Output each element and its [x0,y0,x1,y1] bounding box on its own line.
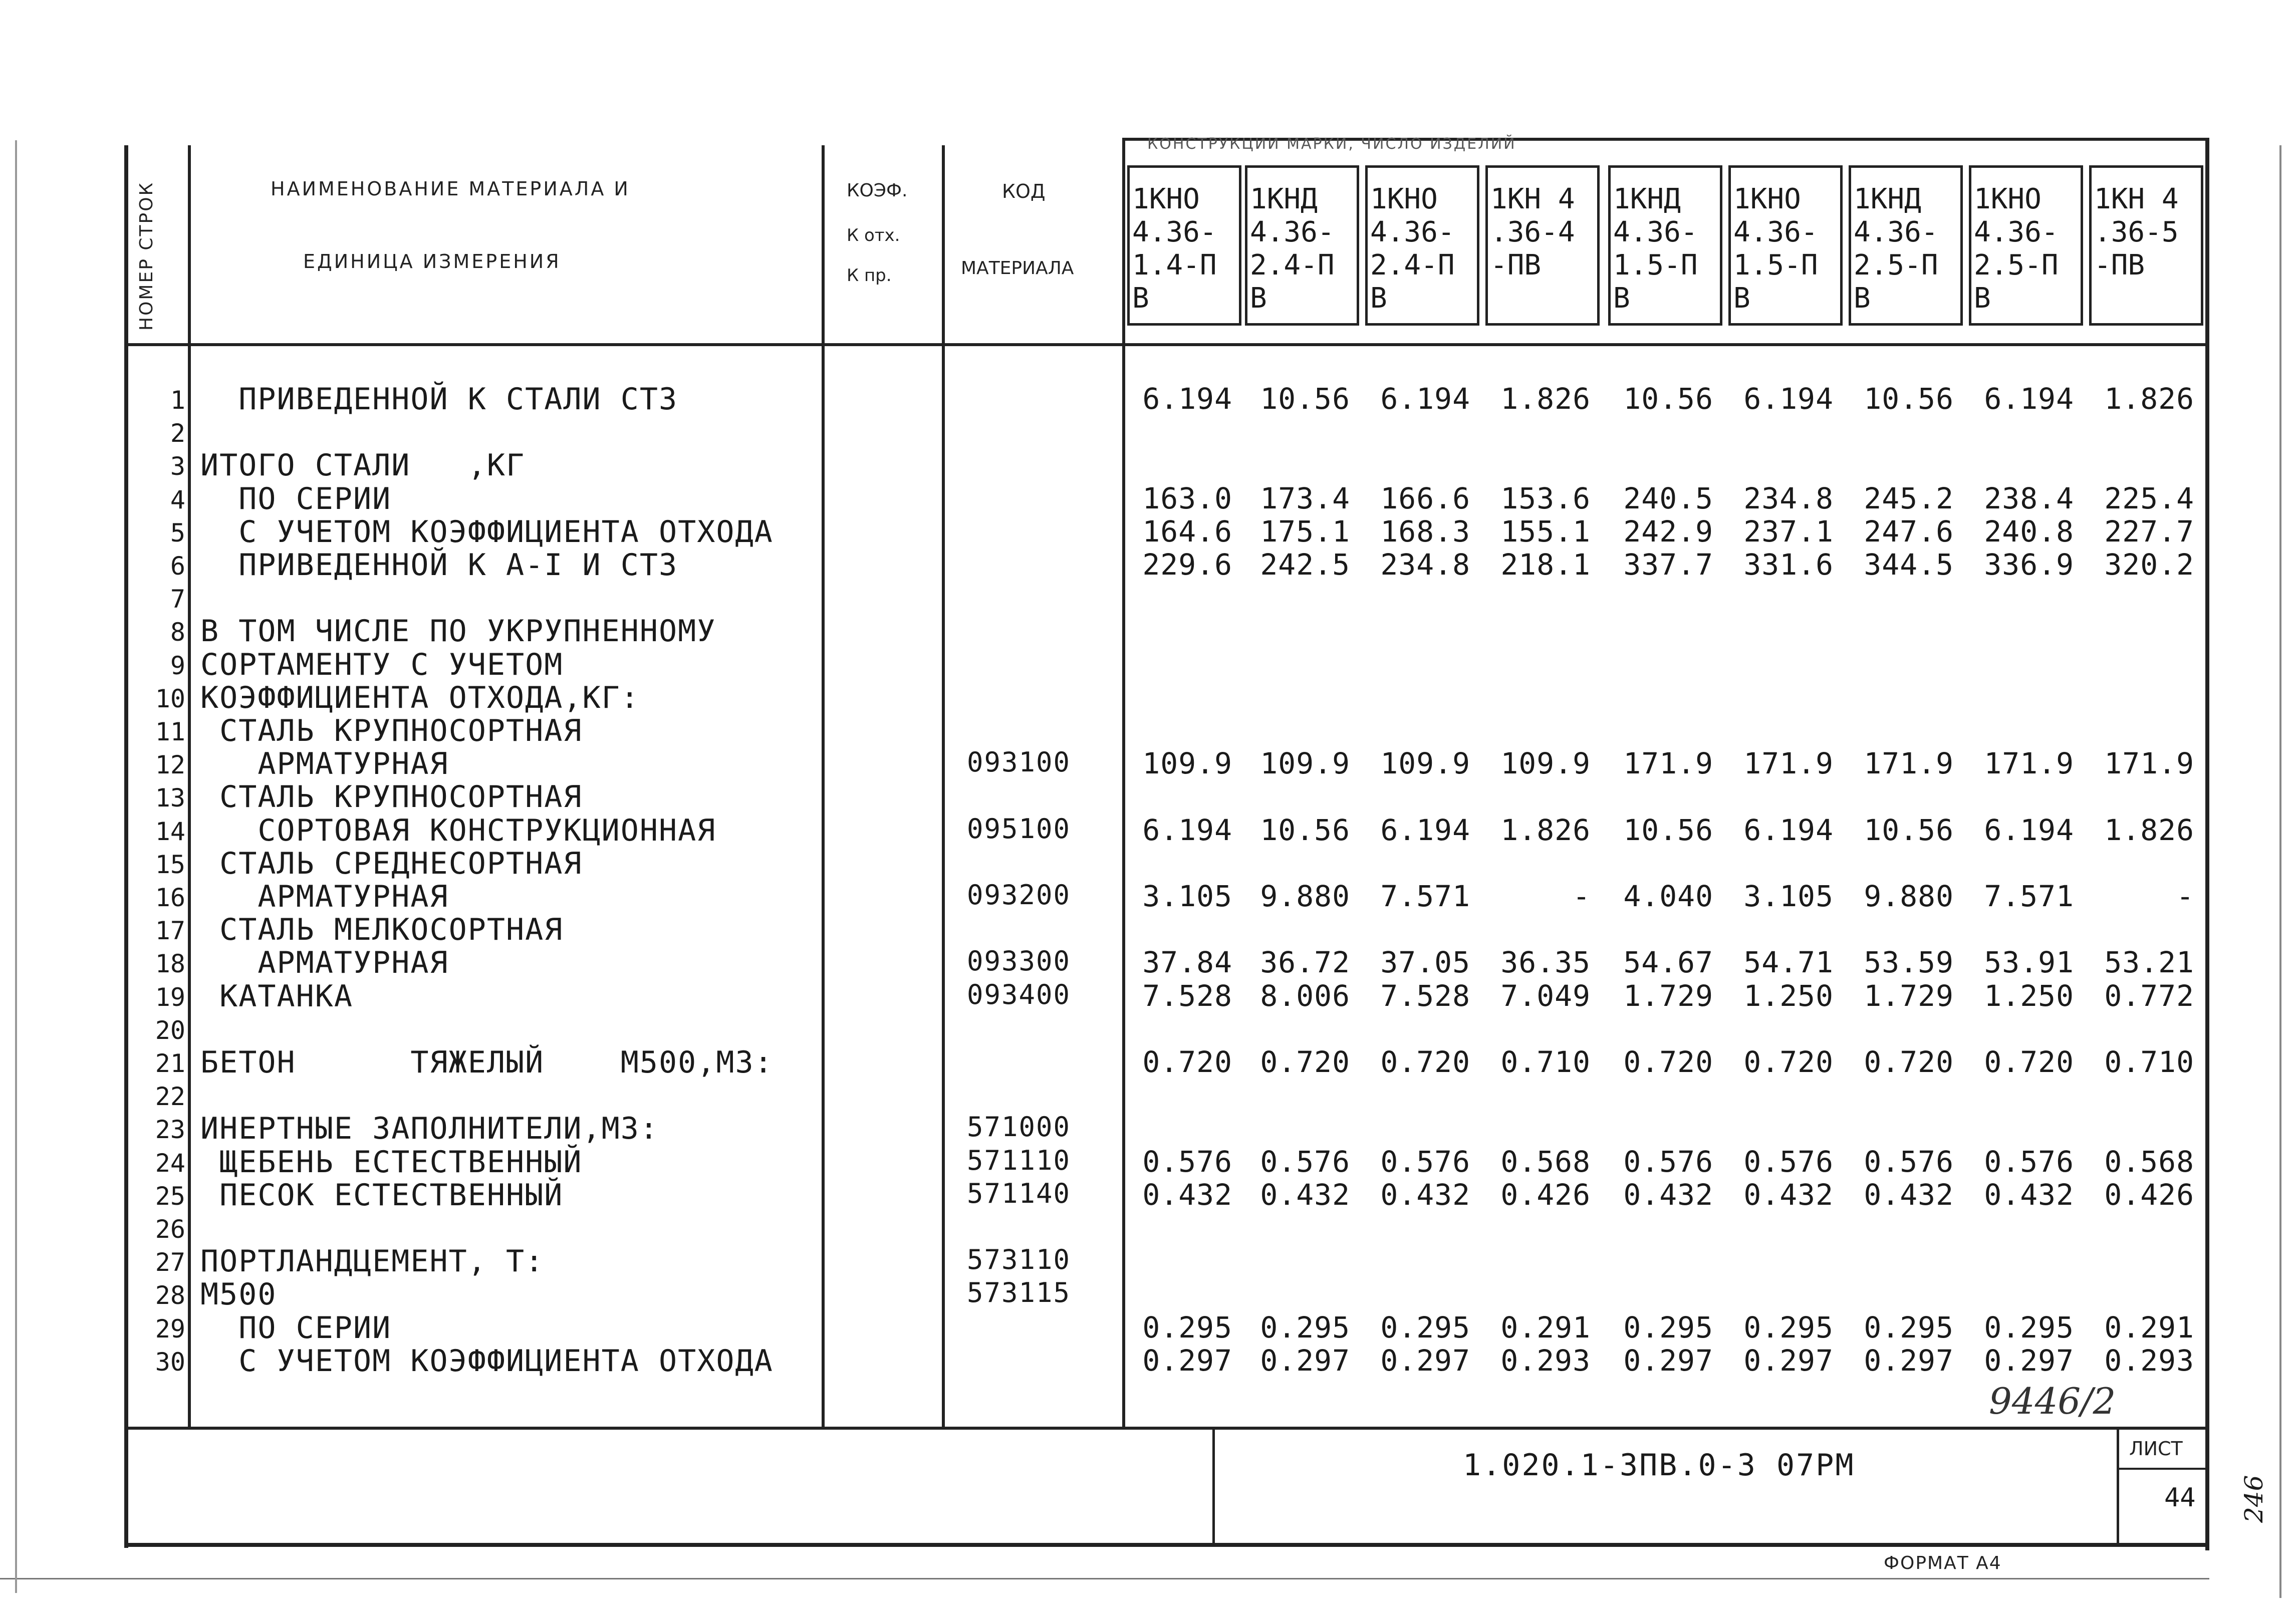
material-name: СТАЛЬ КРУПНОСОРТНАЯ [200,713,583,748]
material-name: СОРТОВАЯ КОНСТРУКЦИОННАЯ [200,813,716,848]
value-cell: 0.295 [1380,1310,1470,1345]
value-cell: 175.1 [1260,514,1350,549]
col-sep-coef [942,145,945,1428]
material-code: 093400 [967,978,1071,1010]
value-cell: 6.194 [1380,813,1470,847]
value-cell: 0.297 [1623,1343,1713,1378]
material-name: КАТАНКА [200,978,353,1014]
value-cell: 0.576 [1142,1144,1232,1179]
value-cell: 234.8 [1380,548,1470,582]
value-cell: 0.576 [1743,1144,1834,1179]
sheet-label: ЛИСТ [2129,1438,2183,1460]
code-label-1: КОД [1002,180,1046,202]
value-cell: 320.2 [2104,548,2194,582]
value-cell: 171.9 [1623,746,1713,781]
material-name: ПРИВЕДЕННОЙ К СТАЛИ СТ3 [200,382,678,417]
value-cell: 36.72 [1260,945,1350,980]
value-cell: 109.9 [1500,746,1591,781]
material-name: ЩЕБЕНЬ ЕСТЕСТВЕННЫЙ [200,1144,583,1180]
row-number: 26 [155,1215,185,1244]
material-name: БЕТОН ТЯЖЕЛЫЙ М500,М3: [200,1045,774,1080]
material-code: 093300 [967,945,1071,977]
sheet-divider [2117,1468,2207,1470]
material-name: КОЭФФИЦИЕНТА ОТХОДА,КГ: [200,680,640,715]
value-cell: 171.9 [1743,746,1834,781]
value-cell: 1.826 [1500,813,1591,847]
sheet-number: 44 [2164,1483,2196,1513]
value-cell: 245.2 [1864,481,1954,515]
value-cell: 0.295 [1623,1310,1713,1345]
row-number: 30 [155,1347,185,1377]
column-header-label: 1КН 4 .36-4 -ПВ [1490,183,1575,282]
value-cell: 54.71 [1743,945,1834,980]
value-cell: 1.826 [1500,382,1591,416]
value-cell: 163.0 [1142,481,1232,515]
row-number: 5 [170,518,185,548]
value-cell: 229.6 [1142,548,1232,582]
value-cell: 0.576 [1260,1144,1350,1179]
value-cell: 0.720 [1142,1045,1232,1079]
value-cell: 0.710 [2104,1045,2194,1079]
value-cell: 9.880 [1864,879,1954,913]
row-number: 7 [170,585,185,614]
material-name: СТАЛЬ МЕЛКОСОРТНАЯ [200,912,564,948]
name-label-1: НАИМЕНОВАНИЕ МАТЕРИАЛА И [271,178,630,200]
material-name: ПО СЕРИИ [200,1310,392,1346]
value-cell: 1.250 [1743,978,1834,1013]
value-cell: 0.291 [1500,1310,1591,1345]
material-name: ПО СЕРИИ [200,481,392,516]
value-cell: 0.432 [1743,1177,1834,1212]
column-header-label: 1КНО 4.36- 1.4-П В [1132,183,1217,315]
value-cell: 0.432 [1142,1177,1232,1212]
value-cell: 6.194 [1142,382,1232,416]
col-sep-code [1122,138,1125,1428]
material-code: 093200 [967,879,1071,911]
row-number: 28 [155,1281,185,1310]
value-cell: 0.297 [1743,1343,1834,1378]
value-cell: 0.293 [1500,1343,1591,1378]
value-cell: 6.194 [1743,813,1834,847]
coef-label-1: КОЭФ. [847,180,908,201]
coef-label-3: К пр. [847,265,892,286]
value-cell: 242.5 [1260,548,1350,582]
value-cell: 0.297 [1984,1343,2074,1378]
value-cell: 0.720 [1380,1045,1470,1079]
value-cell: 0.576 [1864,1144,1954,1179]
value-cell: 0.426 [1500,1177,1591,1212]
value-cell: - [1573,879,1591,913]
value-cell: 7.571 [1380,879,1470,913]
frame-left [124,145,128,1548]
value-cell: 4.040 [1623,879,1713,913]
value-cell: 1.729 [1623,978,1713,1013]
value-cell: 0.772 [2104,978,2194,1013]
frame-header-bottom [128,343,2207,346]
value-cell: 37.05 [1380,945,1470,980]
row-number-label: НОМЕР СТРОК [136,181,157,331]
material-name: АРМАТУРНАЯ [200,746,449,782]
column-header-label: 1КНО 4.36- 2.5-П В [1974,183,2059,315]
value-cell: 0.295 [1743,1310,1834,1345]
handwritten-number: 9446/2 [1989,1380,2116,1422]
value-cell: 227.7 [2104,514,2194,549]
material-name: АРМАТУРНАЯ [200,945,449,981]
value-cell: 237.1 [1743,514,1834,549]
row-number: 16 [155,883,185,912]
side-number: 246 [2239,1475,2268,1523]
value-cell: 168.3 [1380,514,1470,549]
value-cell: 10.56 [1864,813,1954,847]
value-cell: 225.4 [2104,481,2194,515]
value-cell: 7.528 [1142,978,1232,1013]
value-cell: 10.56 [1864,382,1954,416]
value-cell: 0.432 [1984,1177,2074,1212]
value-cell: 240.8 [1984,514,2074,549]
name-label-2: ЕДИНИЦА ИЗМЕРЕНИЯ [303,250,561,273]
material-name: М500 [200,1277,277,1312]
material-name: СТАЛЬ СРЕДНЕСОРТНАЯ [200,846,583,881]
value-cell: 109.9 [1380,746,1470,781]
row-number: 20 [155,1015,185,1045]
row-number: 19 [155,982,185,1012]
column-header-label: 1КНО 4.36- 2.4-П В [1370,183,1455,315]
value-cell: 109.9 [1260,746,1350,781]
value-cell: 54.67 [1623,945,1713,980]
row-number: 27 [155,1248,185,1277]
value-cell: 0.720 [1623,1045,1713,1079]
value-cell: 0.297 [1864,1343,1954,1378]
value-cell: 1.250 [1984,978,2074,1013]
row-number: 2 [170,419,185,448]
value-cell: 0.426 [2104,1177,2194,1212]
value-cell: 153.6 [1500,481,1591,515]
value-cell: 53.59 [1864,945,1954,980]
value-cell: 155.1 [1500,514,1591,549]
row-number: 17 [155,916,185,946]
row-number: 1 [170,386,185,415]
row-number: 10 [155,684,185,713]
material-name: ИНЕРТНЫЕ ЗАПОЛНИТЕЛИ,М3: [200,1111,659,1147]
material-code: 573110 [967,1244,1071,1276]
value-cell: 0.720 [1984,1045,2074,1079]
row-number: 9 [170,651,185,680]
value-cell: 0.432 [1864,1177,1954,1212]
row-number: 21 [155,1049,185,1078]
material-name: ПЕСОК ЕСТЕСТВЕННЫЙ [200,1177,564,1213]
material-name: АРМАТУРНАЯ [200,879,449,914]
value-cell: 0.576 [1623,1144,1713,1179]
row-number: 15 [155,850,185,879]
value-cell: 3.105 [1142,879,1232,913]
material-name: С УЧЕТОМ КОЭФФИЦИЕНТА ОТХОДА [200,514,774,550]
material-name: ПРИВЕДЕННОЙ К А-I И СТ3 [200,548,678,583]
material-name: С УЧЕТОМ КОЭФФИЦИЕНТА ОТХОДА [200,1343,774,1379]
value-cell: 344.5 [1864,548,1954,582]
material-code: 571110 [967,1144,1071,1176]
row-number: 11 [155,717,185,746]
value-cell: 0.432 [1380,1177,1470,1212]
value-cell: 0.568 [2104,1144,2194,1179]
material-code: 573115 [967,1277,1071,1309]
value-cell: 7.528 [1380,978,1470,1013]
value-cell: 0.297 [1260,1343,1350,1378]
material-name: ПОРТЛАНДЦЕМЕНТ, Т: [200,1244,545,1279]
value-cell: 6.194 [1984,813,2074,847]
value-cell: 1.729 [1864,978,1954,1013]
value-cell: 7.571 [1984,879,2074,913]
row-number: 18 [155,949,185,979]
value-cell: 8.006 [1260,978,1350,1013]
value-cell: 240.5 [1623,481,1713,515]
value-cell: 0.432 [1623,1177,1713,1212]
value-cell: 0.710 [1500,1045,1591,1079]
material-name: В ТОМ ЧИСЛЕ ПО УКРУПНЕННОМУ [200,614,716,649]
value-cell: 37.84 [1142,945,1232,980]
value-cell: 10.56 [1623,813,1713,847]
value-cell: 0.293 [2104,1343,2194,1378]
value-cell: 7.049 [1500,978,1591,1013]
material-code: 093100 [967,746,1071,778]
value-cell: 0.295 [1864,1310,1954,1345]
material-name: ИТОГО СТАЛИ ,КГ [200,448,526,483]
value-cell: 242.9 [1623,514,1713,549]
value-cell: 0.720 [1743,1045,1834,1079]
value-cell: 1.826 [2104,813,2194,847]
value-cell: 171.9 [1984,746,2074,781]
value-cell: 0.297 [1142,1343,1232,1378]
row-number: 13 [155,783,185,813]
value-cell: 10.56 [1260,382,1350,416]
row-number: 22 [155,1082,185,1112]
frame-right [2205,138,2209,1550]
value-cell: 173.4 [1260,481,1350,515]
value-cell: 0.295 [1984,1310,2074,1345]
value-cell: 331.6 [1743,548,1834,582]
value-cell: 53.91 [1984,945,2074,980]
column-header-label: 1КН 4 .36-5 -ПВ [2094,183,2179,282]
value-cell: 3.105 [1743,879,1834,913]
value-cell: 336.9 [1984,548,2074,582]
row-number: 3 [170,452,185,481]
value-cell: 171.9 [2104,746,2194,781]
value-cell: 218.1 [1500,548,1591,582]
material-code: 571140 [967,1177,1071,1209]
coef-label-2: К отх. [847,225,900,245]
value-cell: 9.880 [1260,879,1350,913]
value-cell: 238.4 [1984,481,2074,515]
value-cell: 0.291 [2104,1310,2194,1345]
material-code: 571000 [967,1111,1071,1143]
material-name: СОРТАМЕНТУ С УЧЕТОМ [200,647,564,682]
value-cell: 0.576 [1984,1144,2074,1179]
title-block-left [1212,1428,1215,1545]
row-number: 4 [170,485,185,514]
material-code: 095100 [967,813,1071,845]
column-header-label: 1КНД 4.36- 2.4-П В [1250,183,1335,315]
row-number: 24 [155,1148,185,1178]
value-cell: 36.35 [1500,945,1591,980]
value-cell: 0.295 [1260,1310,1350,1345]
value-cell: 0.295 [1142,1310,1232,1345]
value-cell: 0.720 [1260,1045,1350,1079]
outer-bottom [0,1578,2209,1579]
row-number: 14 [155,817,185,846]
value-cell: 0.720 [1864,1045,1954,1079]
value-cell: 6.194 [1380,382,1470,416]
value-cell: 6.194 [1743,382,1834,416]
code-label-2: МАТЕРИАЛА [961,258,1074,279]
value-cell: 0.568 [1500,1144,1591,1179]
top-caption: КОНСТРУКЦИИ МАРКИ, ЧИСЛО ИЗДЕЛИЙ [1147,135,1516,153]
value-cell: 164.6 [1142,514,1232,549]
value-cell: 1.826 [2104,382,2194,416]
value-cell: 337.7 [1623,548,1713,582]
frame-bottom [124,1543,2209,1547]
outer-left [15,140,17,1593]
column-header-label: 1КНД 4.36- 2.5-П В [1854,183,1938,315]
value-cell: 0.297 [1380,1343,1470,1378]
row-number: 23 [155,1115,185,1145]
row-number: 12 [155,750,185,780]
outer-right [2279,145,2281,1598]
value-cell: 166.6 [1380,481,1470,515]
column-header-label: 1КНО 4.36- 1.5-П В [1733,183,1818,315]
row-number: 25 [155,1181,185,1211]
frame-table-bottom [128,1427,2207,1430]
value-cell: 6.194 [1984,382,2074,416]
value-cell: 234.8 [1743,481,1834,515]
col-sep-name [822,145,825,1428]
row-number: 29 [155,1314,185,1344]
row-number: 8 [170,618,185,647]
row-number: 6 [170,552,185,581]
material-name: СТАЛЬ КРУПНОСОРТНАЯ [200,779,583,815]
value-cell: 0.432 [1260,1177,1350,1212]
title-block-right [2117,1428,2119,1545]
value-cell: 171.9 [1864,746,1954,781]
value-cell: 53.21 [2104,945,2194,980]
value-cell: - [2176,879,2194,913]
format-label: ФОРМАТ А4 [1884,1553,2002,1573]
column-header-label: 1КНД 4.36- 1.5-П В [1613,183,1698,315]
doc-code: 1.020.1-3ПВ.0-3 07РМ [1463,1448,1855,1483]
value-cell: 10.56 [1260,813,1350,847]
value-cell: 247.6 [1864,514,1954,549]
value-cell: 10.56 [1623,382,1713,416]
value-cell: 6.194 [1142,813,1232,847]
value-cell: 109.9 [1142,746,1232,781]
col-sep-number [188,145,191,1428]
value-cell: 0.576 [1380,1144,1470,1179]
